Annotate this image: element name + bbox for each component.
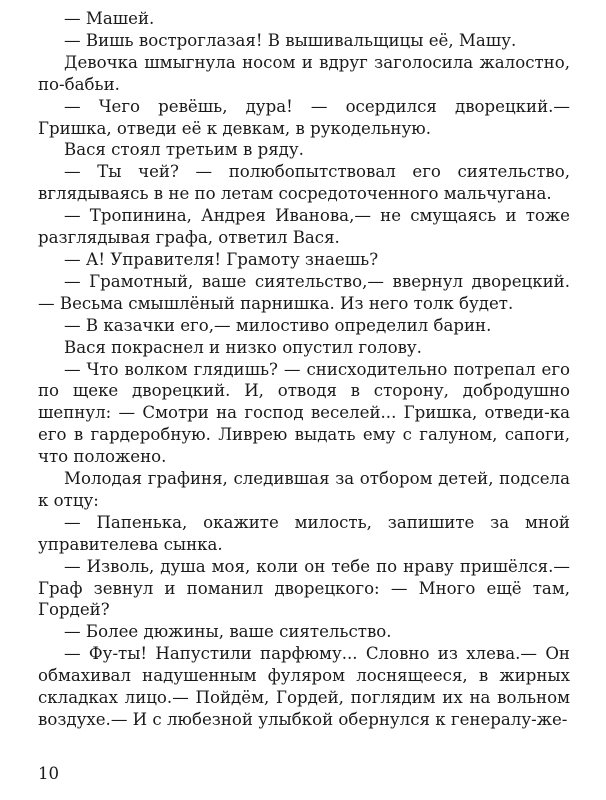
paragraph: Молодая графиня, следившая за отбором детей, подсела к отцу: [38,469,570,510]
book-page-text [38,8,570,731]
paragraph: — Грамотный, ваше сиятельство,— ввернул дворецкий.— Весьма смышлёный парнишка. Из него толк будет. [38,271,570,313]
paragraph: — Фу-ты! Напустили парфюму... Словно из хлева.— Он обмахивал надушенным фуляром лоснящееся, в жирных складках лицо.— Пойдём, Гордей, поглядим их на вольном воздухе.— И с любезной улыбкой обернулся к генералу-же- [38,644,570,729]
paragraph: Девочка шмыгнула носом и вдруг заголосила жалостно, по-бабьи. [38,52,570,94]
paragraph: — Вишь вострoглазая! В вышивальщицы её, Машу. [64,30,517,50]
paragraph: — Ты чей? — полюбопытствовал его сиятельство, вглядываясь в не по летам сосредоточенного мальчугана. [38,162,570,204]
paragraph: Вася стоял третьим в ряду. [64,140,304,160]
paragraph: Вася покраснел и низко опустил голову. [64,337,422,357]
paragraph: — Что волком глядишь? — снисходительно потрепал его по щеке дворецкий. И, отводя в сторону, добродушно шепнул: — Смотри на господ веселей... Гришка, отведи-ка его в гардеробную. Ливрею выдать ему с галуном, сапоги, что положено. [38,359,570,467]
paragraph: — Папенька, окажите милость, запишите за мной управителева сынка. [38,512,570,554]
page-number: 10 [38,764,60,783]
paragraph: — В казачки его,— милостиво определил барин. [64,315,492,335]
paragraph: — Тропинина, Андрея Иванова,— не смущаясь и тоже разглядывая графа, ответил Вася. [38,206,570,248]
paragraph: — Чего ревёшь, дура! — осердился дворецкий.— Гришка, отведи её к девкам, в рукодельную. [38,96,570,138]
paragraph: — Более дюжины, ваше сиятельство. [64,622,392,642]
paragraph: — А! Управителя! Грамоту знаешь? [64,249,379,269]
paragraph: — Машей. [64,9,155,28]
paragraph: — Изволь, душа моя, коли он тебе по нраву пришёлся.— Граф зевнул и поманил дворецкого: — Много ещё там, Гордей? [38,556,570,620]
